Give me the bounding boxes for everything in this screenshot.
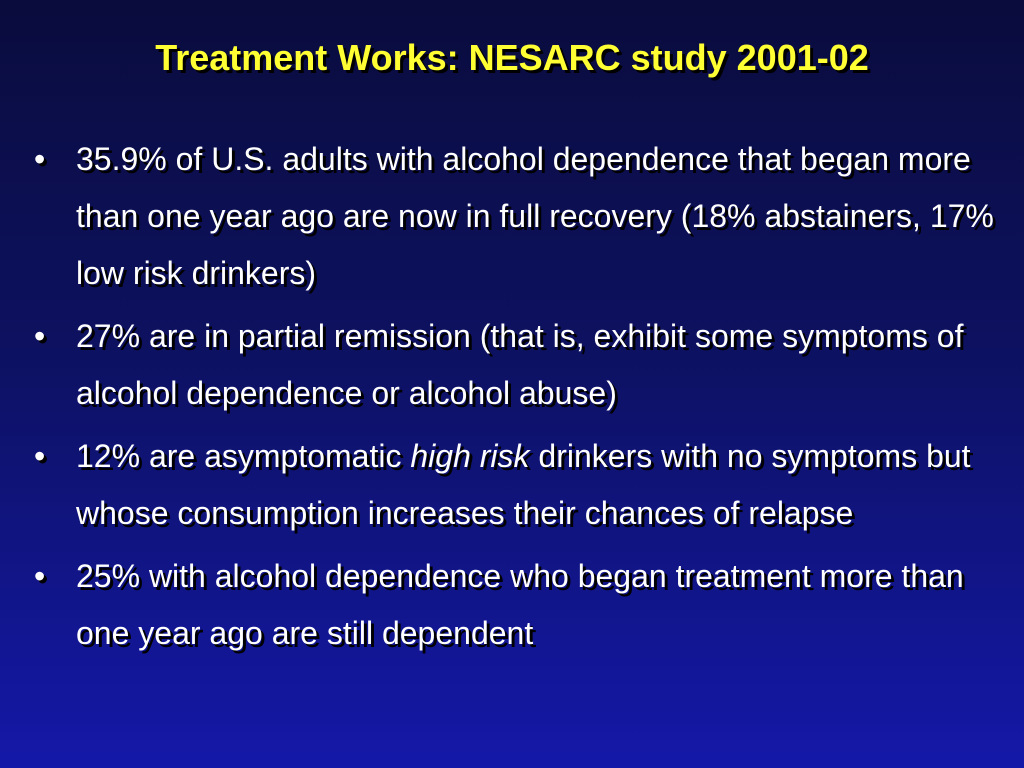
bullet-dot-icon: •: [34, 141, 46, 177]
bullet-dot-icon: •: [34, 318, 46, 354]
bullet-dot-icon: •: [34, 558, 46, 594]
bullet-text-3-before: 12% are asymptomatic: [76, 438, 402, 474]
bullet-dot-icon: •: [34, 438, 46, 474]
bullet-text-3-after: drinkers with no symptoms but whose consumption increases their chances of relapse: [76, 438, 971, 531]
bullet-item-3: [30, 428, 1005, 542]
bullet-item-1: [30, 131, 1005, 302]
bullet-text-2: 27% are in partial remission (that is, exhibit some symptoms of alcohol dependence or alcohol abuse): [76, 318, 964, 411]
bullet-list: [30, 131, 1005, 668]
bullet-text-1: 35.9% of U.S. adults with alcohol dependence that began more than one year ago are now in full recovery (18% abstainers, 17% low risk drinkers): [76, 141, 994, 291]
bullet-item-2: [30, 308, 1005, 422]
bullet-item-4: [30, 548, 1005, 662]
bullet-text-4: 25% with alcohol dependence who began treatment more than one year ago are still dependent: [76, 558, 964, 651]
bullet-text-3-emphasis: high risk: [410, 438, 530, 474]
slide-title: Treatment Works: NESARC study 2001-02: [155, 37, 869, 78]
